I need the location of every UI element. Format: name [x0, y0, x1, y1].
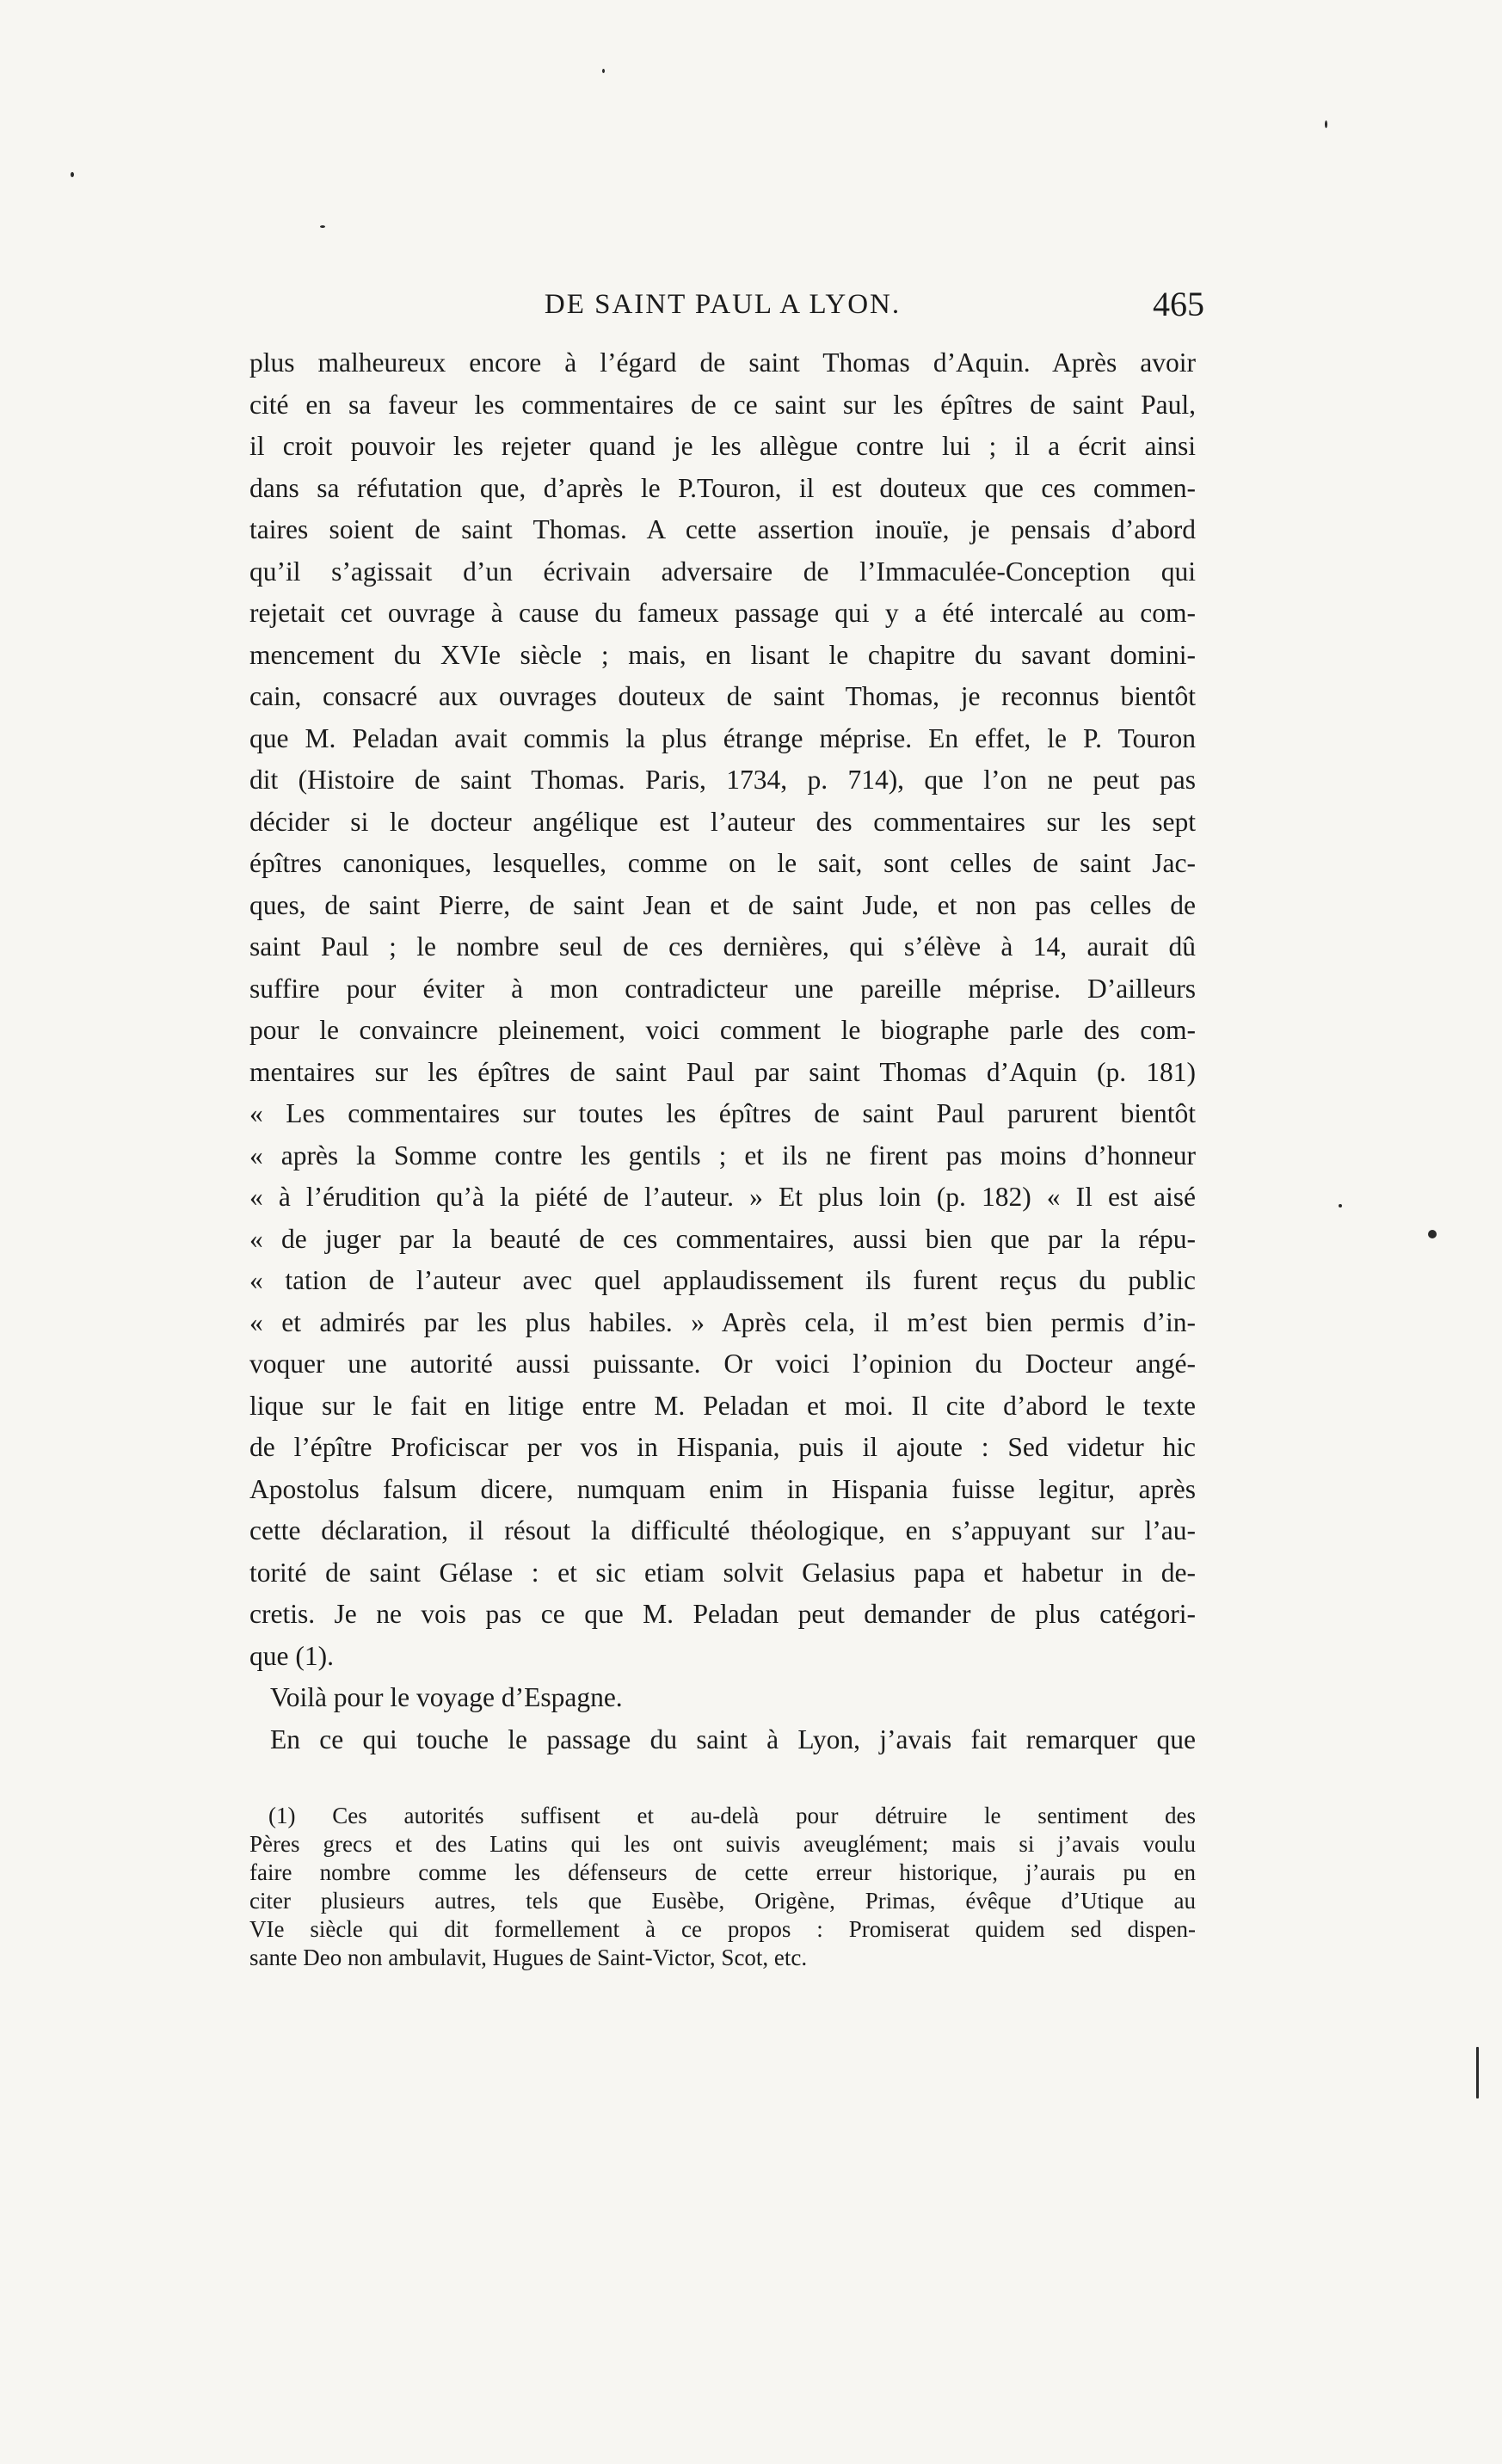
text-line: Apostolus falsum dicere, numquam enim in Hispania fuisse legitur, après: [249, 1473, 1196, 1504]
text-line: taires soient de saint Thomas. A cette assertion inouïe, je pensais d’abord: [249, 514, 1196, 544]
text-line: « et admirés par les plus habiles. » Après cela, il m’est bien permis d’in-: [249, 1306, 1196, 1337]
text-line: saint Paul ; le nombre seul de ces dernières, qui s’élève à 14, aurait dû: [249, 931, 1196, 962]
text-line: lique sur le fait en litige entre M. Peladan et moi. Il cite d’abord le texte: [249, 1390, 1196, 1421]
text-line: « de juger par la beauté de ces commentaires, aussi bien que par la répu-: [249, 1223, 1196, 1254]
footnote-line: faire nombre comme les défenseurs de cette erreur historique, j’aurais pu en: [249, 1859, 1196, 1885]
text-line: que (1).: [249, 1640, 334, 1671]
text-line: il croit pouvoir les rejeter quand je les allègue contre lui ; il a écrit ainsi: [249, 431, 1196, 461]
text-line: voquer une autorité aussi puissante. Or voici l’opinion du Docteur angé-: [249, 1349, 1196, 1379]
text-line: « après la Somme contre les gentils ; et ils ne firent pas moins d’honneur: [249, 1140, 1196, 1171]
text-line: En ce qui touche le passage du saint à Lyon, j’avais fait remarquer que: [270, 1724, 1196, 1754]
footnotes: [249, 1802, 1196, 1972]
text-line: « à l’érudition qu’à la piété de l’auteur. » Et plus loin (p. 182) « Il est aisé: [249, 1182, 1196, 1212]
text-line: que M. Peladan avait commis la plus étrange méprise. En effet, le P. Touron: [249, 722, 1196, 753]
text-line: torité de saint Gélase : et sic etiam solvit Gelasius papa et habetur in de-: [249, 1557, 1196, 1588]
text-line: cretis. Je ne vois pas ce que M. Peladan peut demander de plus catégori-: [249, 1599, 1196, 1629]
text-line: cité en sa faveur les commentaires de ce saint sur les épîtres de saint Paul,: [249, 389, 1196, 420]
text-line: cain, consacré aux ouvrages douteux de saint Thomas, je reconnus bientôt: [249, 681, 1196, 711]
text-line: épîtres canoniques, lesquelles, comme on le sait, sont celles de saint Jac-: [249, 848, 1196, 878]
text-line: rejetait cet ouvrage à cause du fameux passage qui y a été intercalé au com-: [249, 598, 1196, 628]
running-head: [249, 284, 1204, 335]
footnote-line: Pères grecs et des Latins qui les ont suivis aveuglément; mais si j’avais voulu: [249, 1831, 1196, 1857]
footnote-line: (1) Ces autorités suffisent et au-delà pour détruire le sentiment des: [268, 1803, 1196, 1828]
text-line: dans sa réfutation que, d’après le P.Touron, il est douteux que ces commen-: [249, 472, 1196, 503]
text-line: qu’il s’agissait d’un écrivain adversaire de l’Immaculée-Conception qui: [249, 556, 1196, 587]
text-line: mentaires sur les épîtres de saint Paul par saint Thomas d’Aquin (p. 181): [249, 1056, 1196, 1087]
page-number: 465: [1153, 285, 1204, 323]
text-line: pour le convaincre pleinement, voici comment le biographe parle des com-: [249, 1015, 1196, 1045]
running-head-title: DE SAINT PAUL A LYON.: [544, 289, 902, 320]
text-line: suffire pour éviter à mon contradicteur une pareille méprise. D’ailleurs: [249, 973, 1196, 1004]
text-line: cette déclaration, il résout la difficulté théologique, en s’appuyant sur l’au-: [249, 1515, 1196, 1545]
text-line: « tation de l’auteur avec quel applaudissement ils furent reçus du public: [249, 1265, 1196, 1295]
main-text: [249, 342, 1196, 1760]
text-line: décider si le docteur angélique est l’auteur des commentaires sur les sept: [249, 806, 1196, 837]
text-line: mencement du XVIe siècle ; mais, en lisant le chapitre du savant domini-: [249, 639, 1196, 670]
footnote-line: citer plusieurs autres, tels que Eusèbe, Origène, Primas, évêque d’Utique au: [249, 1888, 1196, 1914]
text-line: Voilà pour le voyage d’Espagne.: [270, 1682, 623, 1712]
footnote-line: sante Deo non ambulavit, Hugues de Saint-Victor, Scot, etc.: [249, 1945, 808, 1970]
text-line: plus malheureux encore à l’égard de saint Thomas d’Aquin. Après avoir: [249, 347, 1196, 378]
text-line: de l’épître Proficiscar per vos in Hispania, puis il ajoute : Sed videtur hic: [249, 1432, 1196, 1462]
text-line: dit (Histoire de saint Thomas. Paris, 1734, p. 714), que l’on ne peut pas: [249, 765, 1196, 795]
footnote-line: VIe siècle qui dit formellement à ce propos : Promiserat quidem sed dispen-: [249, 1916, 1196, 1942]
text-line: « Les commentaires sur toutes les épîtres de saint Paul parurent bientôt: [249, 1098, 1196, 1128]
text-line: ques, de saint Pierre, de saint Jean et de saint Jude, et non pas celles de: [249, 889, 1196, 920]
